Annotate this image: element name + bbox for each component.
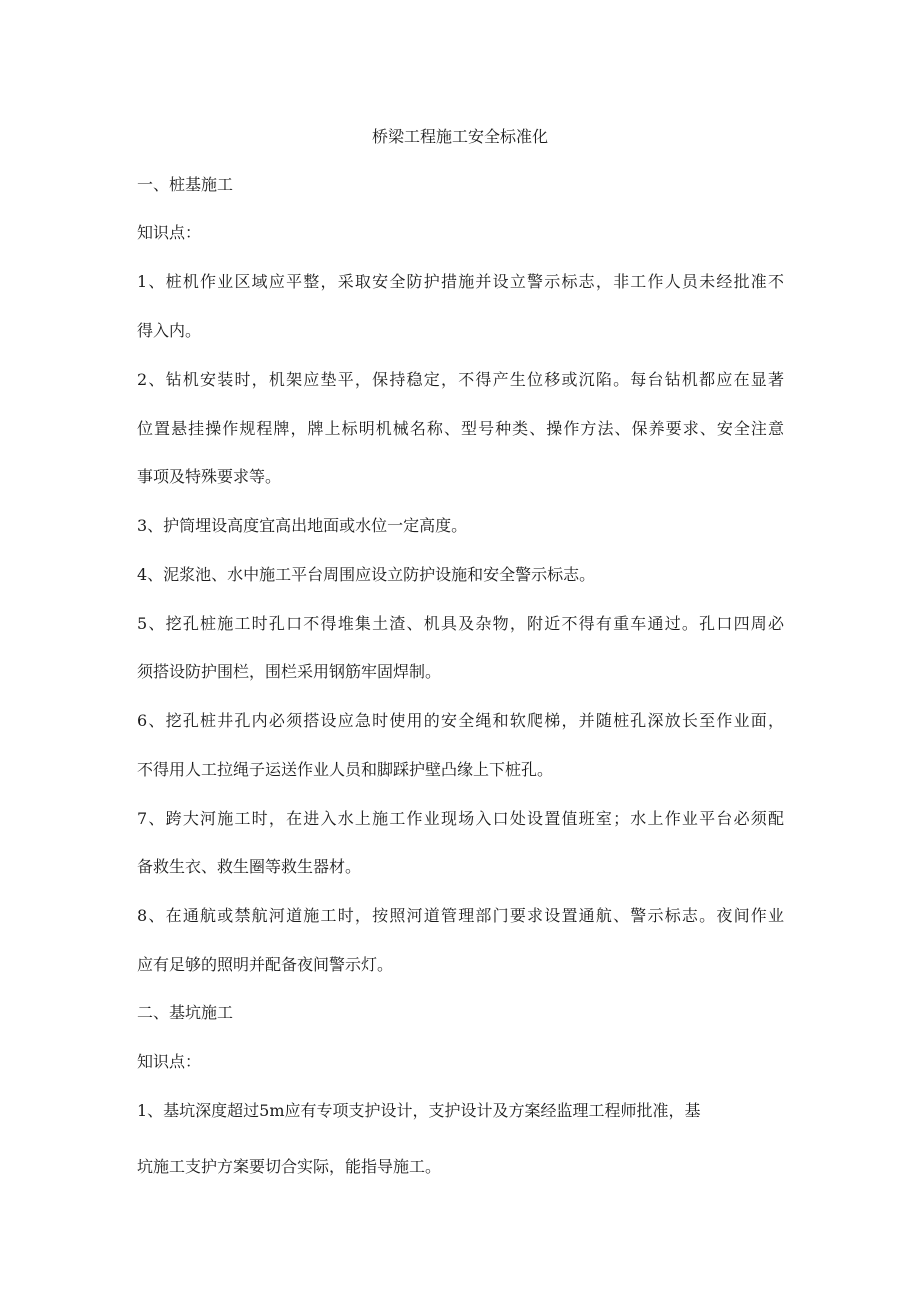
knowledge-label: 知识点： xyxy=(137,223,202,242)
paragraph-line: 2、钻机安装时，机架应垫平，保持稳定，不得产生位移或沉陷。每台钻机都应在显著 xyxy=(137,370,784,389)
paragraph-line: 1、桩机作业区域应平整，采取安全防护措施并设立警示标志，非工作人员未经批准不 xyxy=(137,272,784,291)
paragraph-line: 3、护筒埋设高度宜高出地面或水位一定高度。 xyxy=(137,516,468,535)
paragraph-line: 1、基坑深度超过5m应有专项支护设计，支护设计及方案经监理工程师批准，基 xyxy=(137,1101,701,1120)
paragraph-line: 位置悬挂操作规程牌，牌上标明机械名称、型号种类、操作方法、保养要求、安全注意 xyxy=(137,419,784,438)
section-heading: 二、基坑施工 xyxy=(137,1003,234,1022)
paragraph-line: 7、跨大河施工时，在进入水上施工作业现场入口处设置值班室；水上作业平台必须配 xyxy=(137,809,784,828)
paragraph-line: 事项及特殊要求等。 xyxy=(137,467,282,486)
section-heading: 一、桩基施工 xyxy=(137,175,234,194)
knowledge-label: 知识点： xyxy=(137,1052,202,1071)
paragraph-line: 4、泥浆池、水中施工平台周围应设立防护设施和安全警示标志。 xyxy=(137,565,596,584)
paragraph-line: 须搭设防护围栏，围栏采用钢筋牢固焊制。 xyxy=(137,662,442,681)
paragraph-line: 坑施工支护方案要切合实际，能指导施工。 xyxy=(137,1157,442,1176)
paragraph-line: 应有足够的照明并配备夜间警示灯。 xyxy=(137,955,394,974)
paragraph-line: 6、挖孔桩井孔内必须搭设应急时使用的安全绳和软爬梯，并随桩孔深放长至作业面， xyxy=(137,711,784,730)
paragraph-line: 8、在通航或禁航河道施工时，按照河道管理部门要求设置通航、警示标志。夜间作业 xyxy=(137,906,784,925)
paragraph-line: 5、挖孔桩施工时孔口不得堆集土渣、机具及杂物，附近不得有重车通过。孔口四周必 xyxy=(137,614,784,633)
paragraph-line: 不得用人工拉绳子运送作业人员和脚踩护壁凸缘上下桩孔。 xyxy=(137,760,554,779)
document-title: 桥梁工程施工安全标准化 xyxy=(371,127,548,146)
paragraph-line: 得入内。 xyxy=(137,321,202,340)
paragraph-line: 备救生衣、救生圈等救生器材。 xyxy=(137,857,362,876)
